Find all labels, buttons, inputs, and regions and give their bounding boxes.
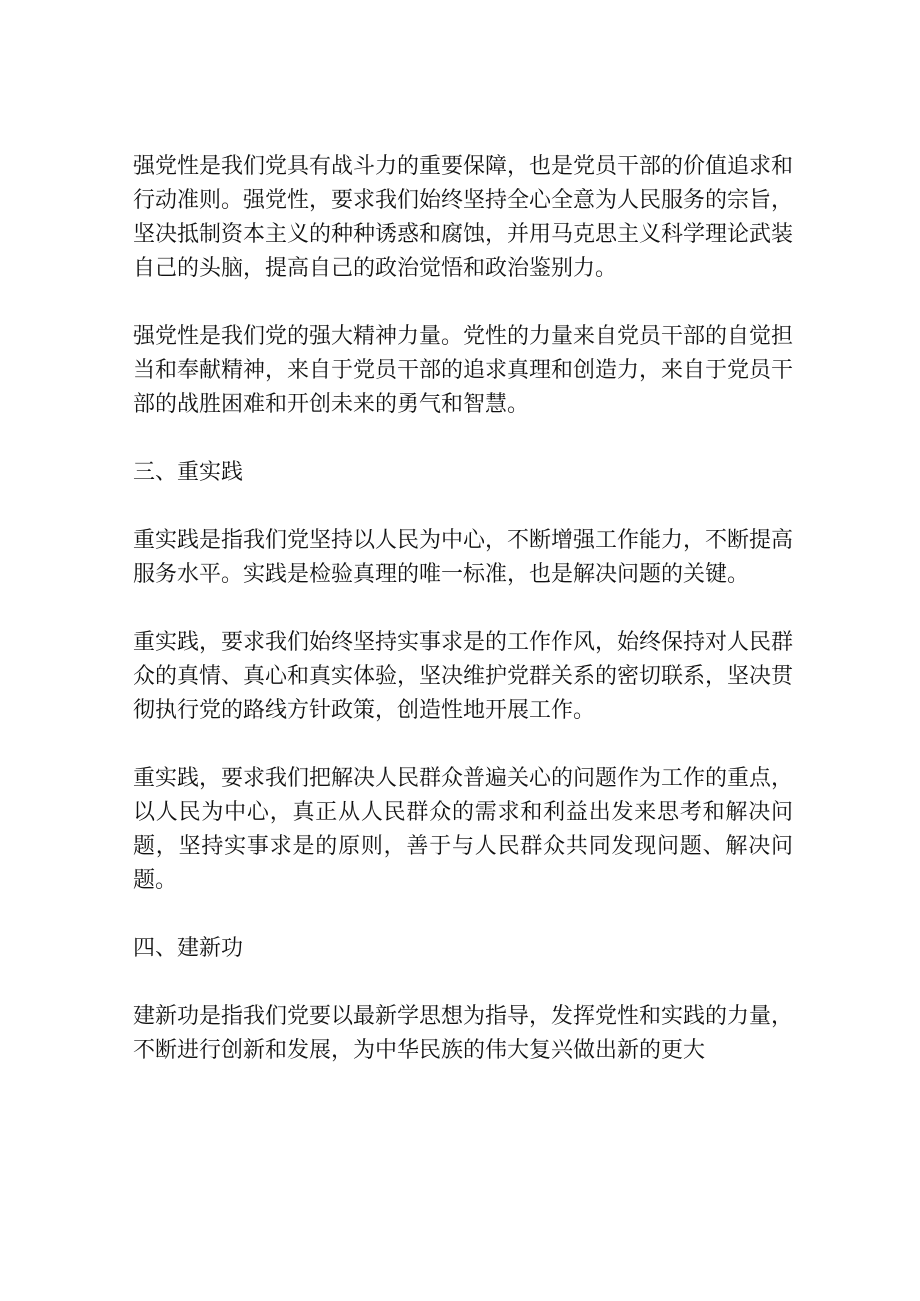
section-heading-practice: 三、重实践 [133,460,244,485]
paragraph-new-achievements-definition: 建新功是指我们党要以最新学思想为指导，发挥党性和实践的力量，不断进行创新和发展，为中华民族的伟大复兴做出新的更大 [133,1004,794,1063]
paragraph-party-spirit-guarantee: 强党性是我们党具有战斗力的重要保障，也是党员干部的价值追求和行动准则。强党性，要求我们始终坚持全心全意为人民服务的宗旨，坚决抵制资本主义的种种诱惑和腐蚀，并用马克思主义科学理论武装自己的头脑，提高自己的政治觉悟和政治鉴别力。 [133,154,794,281]
paragraph-practice-definition: 重实践是指我们党坚持以人民为中心，不断增强工作能力，不断提高服务水平。实践是检验真理的唯一标准，也是解决问题的关键。 [133,528,794,587]
section-heading-new-achievements: 四、建新功 [133,936,244,961]
paragraph-party-spirit-strength: 强党性是我们党的强大精神力量。党性的力量来自党员干部的自觉担当和奉献精神，来自于党员干部的追求真理和创造力，来自于党员干部的战胜困难和开创未来的勇气和智慧。 [133,324,794,417]
paragraph-practice-work-style: 重实践，要求我们始终坚持实事求是的工作作风，始终保持对人民群众的真情、真心和真实体验，坚决维护党群关系的密切联系，坚决贯彻执行党的路线方针政策，创造性地开展工作。 [133,630,794,723]
paragraph-practice-problem-solving: 重实践，要求我们把解决人民群众普遍关心的问题作为工作的重点，以人民为中心，真正从人民群众的需求和利益出发来思考和解决问题，坚持实事求是的原则，善于与人民群众共同发现问题、解决问题。 [133,766,794,893]
document-body [133,150,793,1102]
